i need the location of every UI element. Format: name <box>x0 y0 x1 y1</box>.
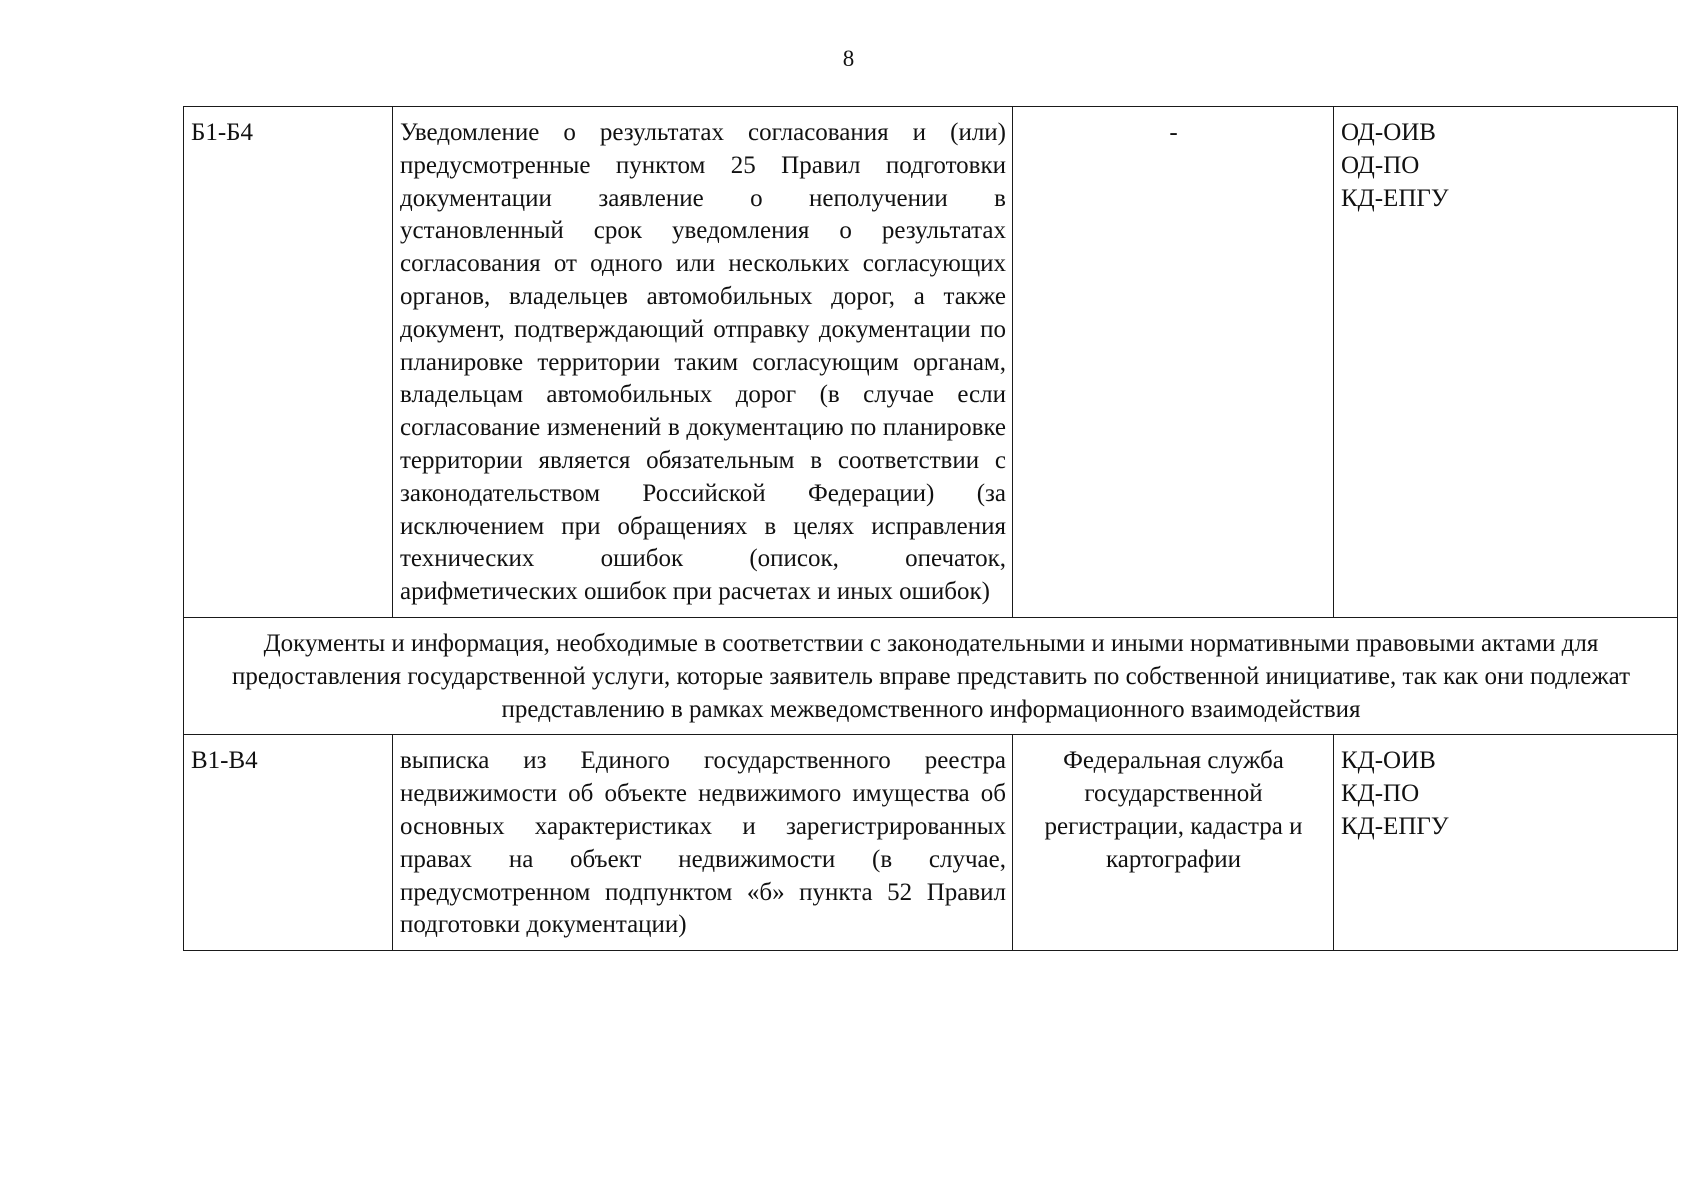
row-channels-cell <box>1334 107 1678 618</box>
channel-item: ОД-ПО <box>1341 151 1420 179</box>
row-description-cell: Уведомление о результатах согласования и (или) предусмотренные пунктом 25 Правил подготовки документации заявление о неполучении в установленный срок уведомления о результатах согласования от одного или нескольких согласующих органов, владельцев автомобильных дорог, а также документ, подтверждающий отправку документации по планировке территории таким согласующим органам, владельцам автомобильных дорог (в случае если согласование изменений в документацию по планировке территории является обязательным в соответствии с законодательством Российской Федерации) (за исключением при обращениях в целях исправления технических ошибок (описок, опечаток, арифметических ошибок при расчетах и иных ошибок) <box>393 107 1013 618</box>
row-description-cell: выписка из Единого государственного реестра недвижимости об объекте недвижимого имущества об основных характеристиках и зарегистрированных правах на объект недвижимости (в случае, предусмотренном подпунктом «б» пункта 52 Правил подготовки документации) <box>393 735 1013 951</box>
page-number: 8 <box>842 46 855 71</box>
table-row <box>184 107 1678 618</box>
channel-item: КД-ПО <box>1341 780 1420 808</box>
documents-table <box>183 106 1678 951</box>
row-source-cell: Федеральная служба государственной регистрации, кадастра и картографии <box>1013 735 1334 951</box>
table-row <box>184 735 1678 951</box>
row-source-cell: - <box>1013 107 1334 618</box>
row-code-cell: В1-В4 <box>184 735 393 951</box>
row-code-cell: Б1-Б4 <box>184 107 393 618</box>
channel-item: ОД-ОИВ <box>1341 119 1436 146</box>
channel-item: КД-ЕПГУ <box>1341 812 1449 840</box>
channel-item: КД-ЕПГУ <box>1341 184 1449 212</box>
section-heading-row <box>184 617 1678 734</box>
section-heading: Документы и информация, необходимые в соответствии с законодательными и иными нормативными правовыми актами для предоставления государственной услуги, которые заявитель вправе представить по собственной инициативе, так как они подлежат представлению в рамках межведомственного информационного взаимодействия <box>184 617 1678 734</box>
row-channels-cell <box>1334 735 1678 951</box>
channel-item: КД-ОИВ <box>1341 747 1436 775</box>
